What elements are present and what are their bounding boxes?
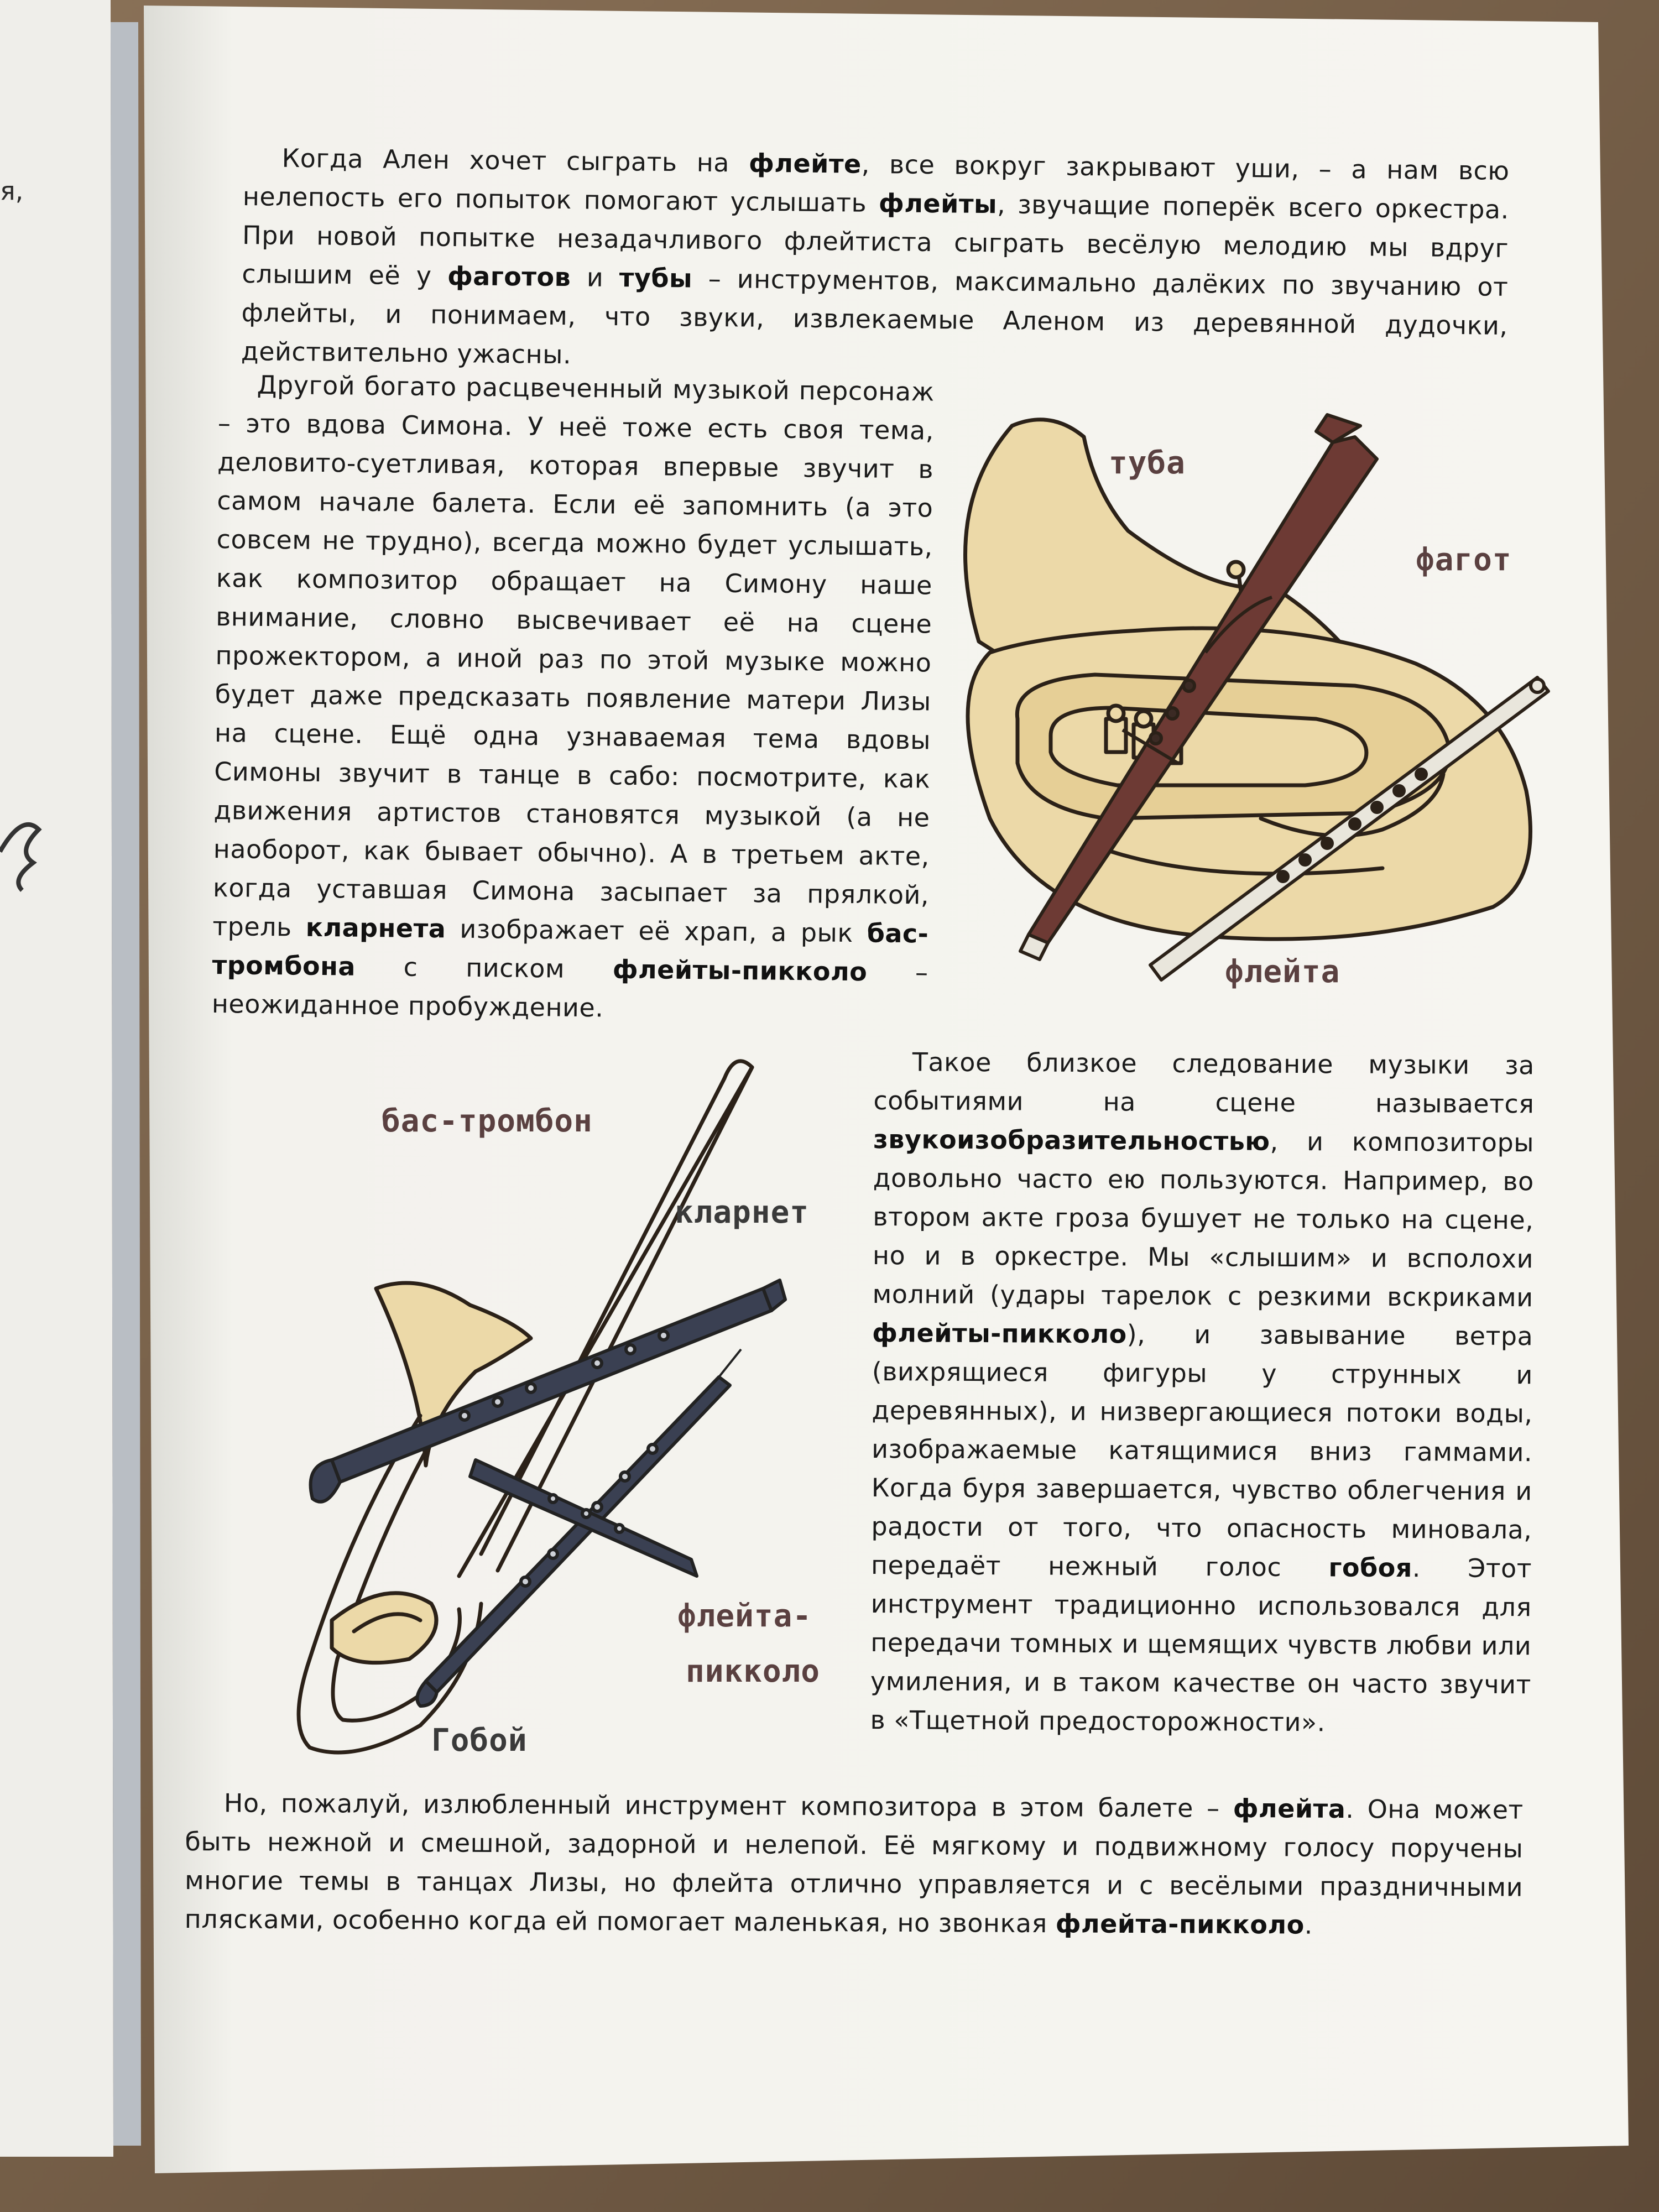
left-page xyxy=(0,0,113,2157)
text-run: с писком xyxy=(355,951,613,984)
text-run: ), и завывание ветра (вихрящиеся фигуры у струнных и деревянных), и низвергающиеся потоки воды, изображаемые катящимися вниз гаммами. Когда буря завершается, чувство облегчения и радости от того, что опасность миновала, передаёт нежный голос xyxy=(870,1319,1533,1583)
bold-term: флейты-пикколо xyxy=(872,1317,1127,1349)
page-edges xyxy=(111,22,141,2146)
text-run: . Этот инструмент традиционно использовался для передачи томных и щемящих чувств любви или умиления, и в таком качестве он часто звучит в «Тщетной предосторожности». xyxy=(870,1553,1532,1738)
paragraph-2 xyxy=(212,365,935,1030)
paragraph-4 xyxy=(185,1783,1524,1945)
bold-term: флейта xyxy=(1233,1793,1346,1824)
text-run: . Она может быть нежной и смешной, задорной и нелепой. Её мягкому и подвижному голосу поручены многие темы в танцах Лизы, но флейта отлично управляется и с весёлыми праздничными плясками, особенно когда ей помогает маленькая, но звонкая xyxy=(184,1793,1524,1939)
bold-term: флейты-пикколо xyxy=(612,954,868,987)
label-flute: флейта xyxy=(1225,954,1340,990)
bold-term: флейты xyxy=(878,188,998,220)
text-run: . xyxy=(1304,1910,1313,1940)
text-run: , звучащие поперёк всего оркестра. При новой попытке незадачливого флейтиста сыграть весёлую мелодию мы вдруг слышим её у xyxy=(242,189,1510,291)
label-clarinet: кларнет xyxy=(675,1194,810,1230)
bold-term: кларнета xyxy=(305,912,446,944)
text-run: Когда Ален хочет сыграть на xyxy=(281,143,749,178)
bold-term: флейта-пикколо xyxy=(1055,1908,1305,1940)
text-run: – неожиданное пробуждение. xyxy=(211,957,928,1023)
text-run: , все вокруг закрывают уши, – а нам всю нелепость его попыток помогают услышать xyxy=(242,149,1510,218)
text-run: Но, пожалуй, излюбленный инструмент композитора в этом балете – xyxy=(223,1788,1234,1823)
label-bassoon: фагот xyxy=(1416,542,1512,578)
label-oboe: Гобой xyxy=(431,1723,528,1759)
bold-term: гобоя xyxy=(1328,1552,1412,1583)
text-run: и xyxy=(571,262,620,293)
left-page-fragment: я, xyxy=(0,176,24,206)
label-bass-trombone: бас-тромбон xyxy=(382,1103,593,1139)
text-run: Другой богато расцвеченный музыкой персонаж – это вдова Симона. У неё тоже есть своя тема, деловито-суетливая, которая впервые звучит в самом начале балета. Если её запомнить (а это совсем не трудно), всегда можно будет услышать, как композитор обращает на Симону наше внимание, словно высвечивает её на сцене прожектором, а иной раз по этой музыке можно будет даже предсказать появление матери Лизы на сцене. Ещё одна узнаваемая тема вдовы Симоны звучит в танце в сабо: посмотрите, как движения артистов становятся музыкой (а не наоборот, как бывает обычно). А в третьем акте, когда уставшая Симона засыпает за прялкой, трель xyxy=(212,369,935,942)
text-run: – инструментов, максимально далёких по звучанию от флейты, и понимаем, что звуки, извлекаемые Аленом из деревянной дудочки, действительно ужасны. xyxy=(241,263,1509,370)
text-run: Такое близкое следование музыки за событиями на сцене называется xyxy=(873,1047,1535,1119)
paragraph-1 xyxy=(241,138,1510,384)
bold-term: флейте xyxy=(748,148,862,179)
bold-term: бас-тромбона xyxy=(212,918,929,982)
label-piccolo-line2: пикколо xyxy=(686,1653,821,1689)
label-tuba: туба xyxy=(1109,445,1186,481)
text-run: , и композиторы довольно часто ею пользуются. Например, во втором акте гроза бушует не только на сцене, но и в оркестре. Мы «слышим» и всполохи молний (удары тарелок с резкими вскриками xyxy=(872,1126,1535,1313)
paragraph-3 xyxy=(870,1042,1535,1743)
bold-term: звукоизобразительностью xyxy=(873,1124,1270,1156)
label-piccolo-line1: флейта- xyxy=(677,1598,812,1634)
bold-term: тубы xyxy=(619,263,693,294)
text-run: изображает её храп, а рык xyxy=(446,914,868,948)
bold-term: фаготов xyxy=(447,260,571,293)
